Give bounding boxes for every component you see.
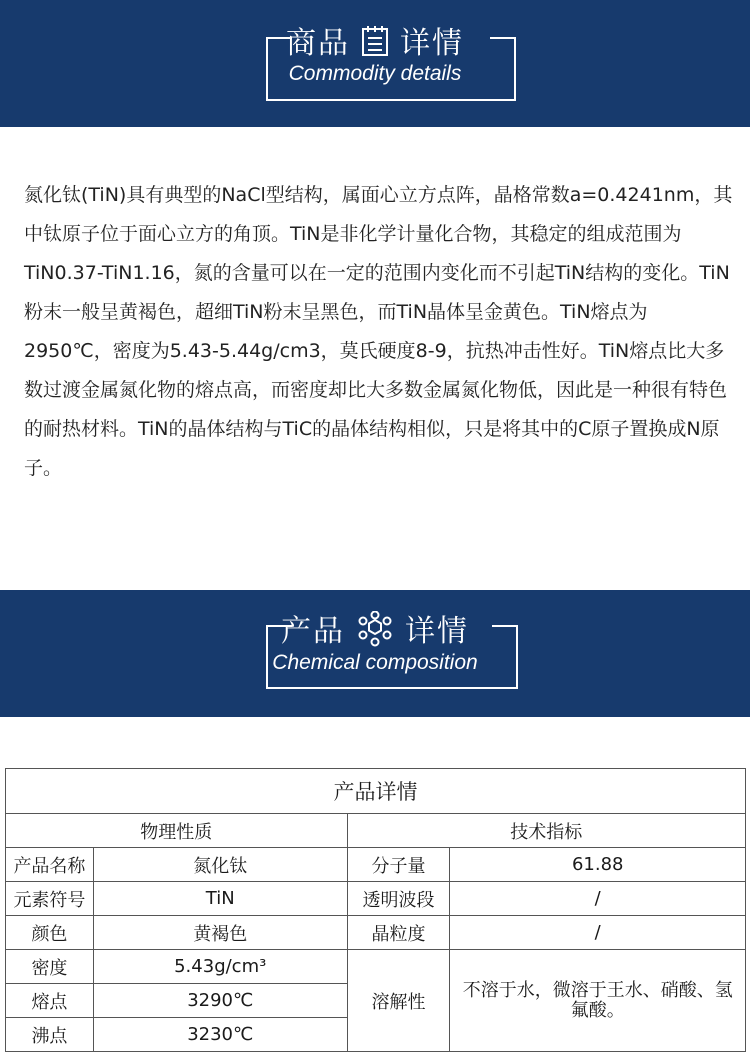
- row-key: 元素符号: [6, 882, 94, 916]
- row-key: 透明波段: [347, 882, 450, 916]
- row-value: /: [450, 916, 746, 950]
- section-title-cn: 产品 详情: [0, 606, 750, 655]
- table-row: [6, 950, 746, 984]
- section-title-en: Chemical composition: [272, 651, 478, 674]
- row-value: /: [450, 882, 746, 916]
- description-paragraph: 氮化钛(TiN)具有典型的NaCl型结构，属面心立方点阵，晶格常数a=0.4241nm，其中钛原子位于面心立方的角顶。TiN是非化学计量化合物，其稳定的组成范围为TiN0.37-TiN1.16，氮的含量可以在一定的范围内变化而不引起TiN结构的变化。TiN粉末一般呈黄褐色，超细TiN粉末呈黑色，而TiN晶体呈金黄色。TiN熔点为2950℃，密度为5.43-5.44g/cm3，莫氏硬度8-9，抗热冲击性好。TiN熔点比大多数过渡金属氮化物的熔点高，而密度却比大多数金属氮化物低，因此是一种很有特色的耐热材料。TiN的晶体结构与TiC的晶体结构相似，只是将其中的C原子置换成N原子。: [24, 184, 733, 479]
- solubility-label: 溶解性: [347, 950, 450, 1052]
- row-key: 产品名称: [6, 848, 94, 882]
- row-key: 熔点: [6, 984, 94, 1018]
- row-key: 颜色: [6, 916, 94, 950]
- row-value: 3230℃: [93, 1018, 347, 1052]
- solubility-value: 不溶于水，微溶于王水、硝酸、氢氟酸。: [450, 950, 746, 1052]
- row-value: 61.88: [450, 848, 746, 882]
- row-value: 黄褐色: [93, 916, 347, 950]
- table-row: [6, 882, 746, 916]
- notepad-icon: [360, 25, 390, 65]
- row-key: 晶粒度: [347, 916, 450, 950]
- group-header-technical: 技术指标: [347, 814, 745, 848]
- product-details-table: [5, 768, 746, 1052]
- group-header-physical: 物理性质: [6, 814, 348, 848]
- row-value: TiN: [93, 882, 347, 916]
- row-value: 氮化钛: [93, 848, 347, 882]
- row-key: 沸点: [6, 1018, 94, 1052]
- table-title: 产品详情: [6, 769, 746, 814]
- table-row: [6, 848, 746, 882]
- row-value: 5.43g/cm³: [93, 950, 347, 984]
- row-value: 3290℃: [93, 984, 347, 1018]
- section-title-cn: 商品 详情: [0, 18, 750, 65]
- commodity-details-banner: [0, 0, 750, 127]
- row-key: 分子量: [347, 848, 450, 882]
- table-row: [6, 916, 746, 950]
- section-title-en: Commodity details: [288, 62, 462, 85]
- molecule-icon: [355, 611, 395, 655]
- row-key: 密度: [6, 950, 94, 984]
